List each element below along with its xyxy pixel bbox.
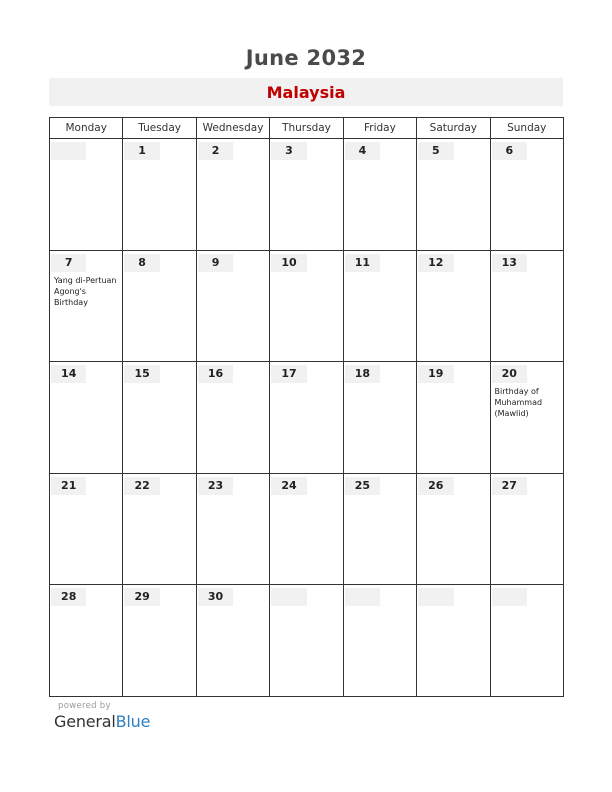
weekday-header: Thursday: [270, 118, 343, 139]
day-number: 12: [418, 254, 453, 272]
day-number: [345, 588, 380, 606]
day-cell: [490, 362, 563, 474]
country-name: Malaysia: [266, 83, 346, 102]
day-cell: [343, 585, 416, 697]
day-cell: [50, 250, 123, 362]
day-number: 24: [271, 477, 306, 495]
day-cell: [417, 473, 490, 585]
week-row: [50, 362, 564, 474]
day-cell: [417, 585, 490, 697]
page-title: June 2032: [245, 46, 367, 70]
country-banner: [49, 78, 563, 106]
brand-general: General: [54, 712, 116, 731]
day-cell: [490, 139, 563, 251]
day-number: 3: [271, 142, 306, 160]
day-cell: [50, 473, 123, 585]
day-cell: [270, 473, 343, 585]
day-number: 26: [418, 477, 453, 495]
day-number: 28: [51, 588, 86, 606]
day-number: 10: [271, 254, 306, 272]
day-cell: [50, 585, 123, 697]
day-cell: [417, 139, 490, 251]
calendar-grid: [49, 117, 564, 697]
day-cell: [490, 473, 563, 585]
day-cell: [123, 585, 196, 697]
week-row: [50, 473, 564, 585]
day-number: 15: [124, 365, 159, 383]
day-number: 9: [198, 254, 233, 272]
weekday-header: Saturday: [417, 118, 490, 139]
day-number: 2: [198, 142, 233, 160]
day-cell: [270, 362, 343, 474]
weekday-header: Sunday: [490, 118, 563, 139]
day-number: 8: [124, 254, 159, 272]
day-number: [492, 588, 527, 606]
day-number: [418, 588, 453, 606]
day-cell: [417, 250, 490, 362]
weekday-header: Tuesday: [123, 118, 196, 139]
day-cell: [196, 139, 269, 251]
day-cell: [270, 250, 343, 362]
week-row: [50, 250, 564, 362]
day-number: 5: [418, 142, 453, 160]
day-number: [51, 142, 86, 160]
day-number: 25: [345, 477, 380, 495]
day-number: 6: [492, 142, 527, 160]
day-number: 22: [124, 477, 159, 495]
day-cell: [196, 250, 269, 362]
day-cell: [50, 139, 123, 251]
day-cell: [417, 362, 490, 474]
day-cell: [343, 250, 416, 362]
weekday-header-row: [50, 118, 564, 139]
day-number: 4: [345, 142, 380, 160]
day-number: 30: [198, 588, 233, 606]
day-number: 18: [345, 365, 380, 383]
day-number: 17: [271, 365, 306, 383]
weekday-header: Friday: [343, 118, 416, 139]
powered-by-text: powered by: [58, 701, 111, 711]
day-cell: [196, 362, 269, 474]
weekday-header: Monday: [50, 118, 123, 139]
holiday-label: Yang di-Pertuan Agong's Birthday: [54, 275, 117, 307]
generalblue-logo[interactable]: [54, 712, 150, 731]
week-row: [50, 585, 564, 697]
holiday-label: Birthday of Muhammad (Mawlid): [494, 387, 543, 419]
day-cell: [343, 473, 416, 585]
day-cell: [490, 585, 563, 697]
day-number: 11: [345, 254, 380, 272]
day-cell: [270, 585, 343, 697]
brand-blue: Blue: [115, 712, 151, 731]
day-number: 27: [492, 477, 527, 495]
week-row: [50, 139, 564, 251]
day-cell: [270, 139, 343, 251]
day-number: 1: [124, 142, 159, 160]
day-number: 16: [198, 365, 233, 383]
day-number: 7: [51, 254, 86, 272]
day-cell: [343, 362, 416, 474]
day-cell: [196, 585, 269, 697]
day-number: 29: [124, 588, 159, 606]
day-number: 21: [51, 477, 86, 495]
day-cell: [123, 250, 196, 362]
day-number: 23: [198, 477, 233, 495]
day-cell: [123, 139, 196, 251]
day-number: 13: [492, 254, 527, 272]
weekday-header: Wednesday: [196, 118, 269, 139]
day-cell: [123, 362, 196, 474]
day-number: 20: [492, 365, 527, 383]
day-number: [271, 588, 306, 606]
day-number: 19: [418, 365, 453, 383]
day-cell: [490, 250, 563, 362]
day-cell: [123, 473, 196, 585]
day-cell: [50, 362, 123, 474]
day-cell: [343, 139, 416, 251]
day-number: 14: [51, 365, 86, 383]
day-cell: [196, 473, 269, 585]
